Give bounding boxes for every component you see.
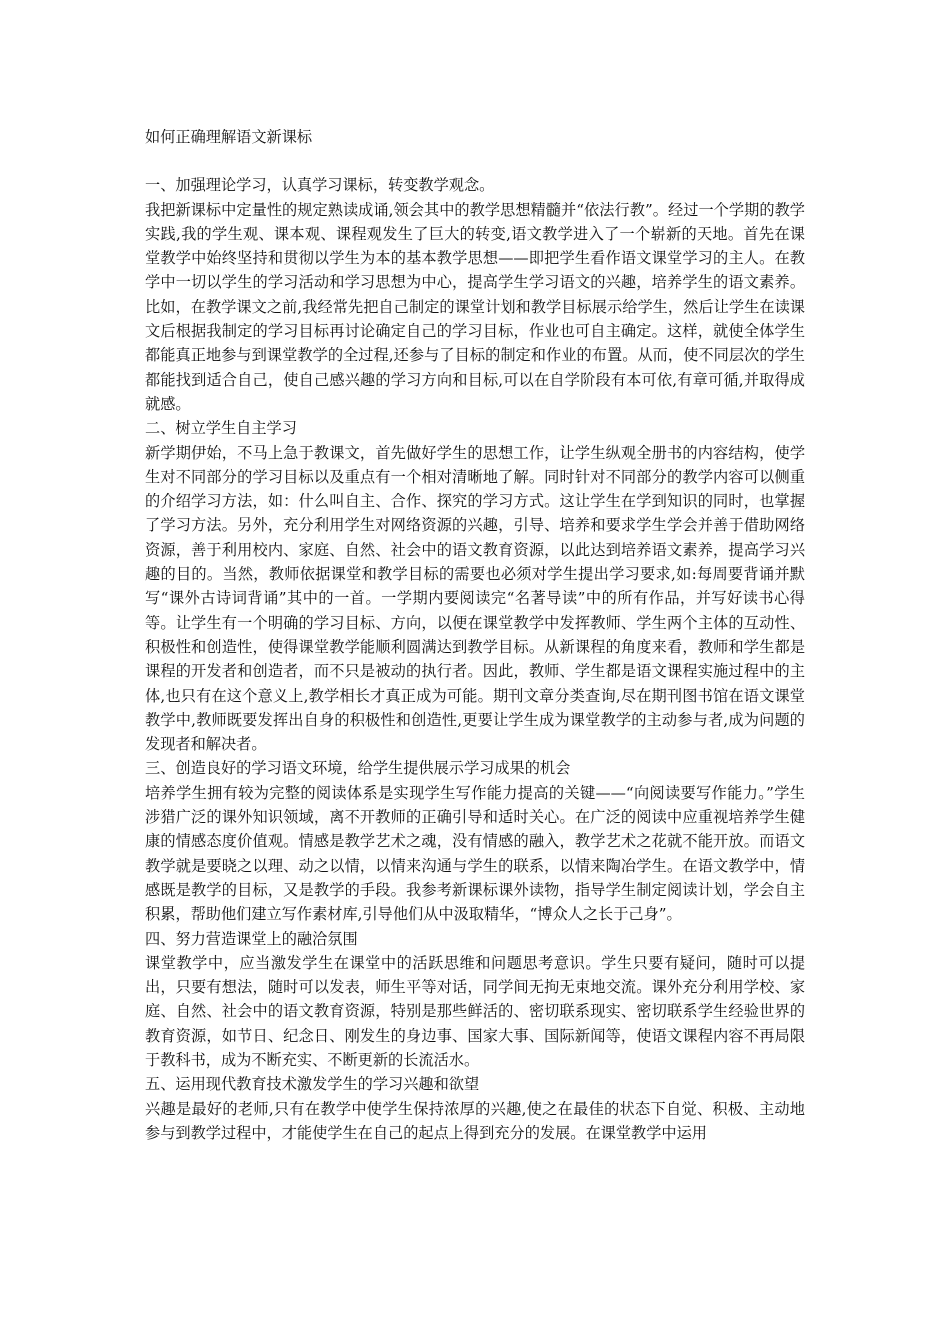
- document-page: [145, 125, 805, 1145]
- section-paragraph: 新学期伊始，不马上急于教课文，首先做好学生的思想工作，让学生纵观全册书的内容结构，使学生对不同部分的学习目标以及重点有一个相对清晰地了解。同时针对不同部分的教学内容可以侧重的介绍学习方法，如：什么叫自主、合作、探究的学习方式。这让学生在学到知识的同时，也掌握了学习方法。另外，充分利用学生对网络资源的兴趣，引导、培养和要求学生学会并善于借助网络资源，善于利用校内、家庭、自然、社会中的语文教育资源，以此达到培养语文素养，提高学习兴趣的目的。当然，教师依据课堂和教学目标的需要也必须对学生提出学习要求,如:每周要背诵并默写“课外古诗词背诵”其中的一首。一学期内要阅读完“名著导读”中的所有作品，并写好读书心得等。让学生有一个明确的学习目标、方向，以便在课堂教学中发挥教师、学生两个主体的互动性、积极性和创造性，使得课堂教学能顺利圆满达到教学目标。从新课程的角度来看，教师和学生都是课程的开发者和创造者，而不只是被动的执行者。因此，教师、学生都是语文课程实施过程中的主体,也只有在这个意义上,教学相长才真正成为可能。期刊文章分类查询,尽在期刊图书馆在语文课堂教学中,教师既要发挥出自身的积极性和创造性,更要让学生成为课堂教学的主动参与者,成为问题的发现者和解决者。: [145, 443, 805, 754]
- section-paragraph: 培养学生拥有较为完整的阅读体系是实现学生写作能力提高的关键——“向阅读要写作能力。”学生涉猎广泛的课外知识领域，离不开教师的正确引导和适时关心。在广泛的阅读中应重视培养学生健康的情感态度价值观。情感是教学艺术之魂，没有情感的融入，教学艺术之花就不能开放。而语文教学就是要晓之以理、动之以情，以情来沟通与学生的联系，以情来陶冶学生。在语文教学中，情感既是教学的目标，又是教学的手段。我参考新课标课外读物，指导学生制定阅读计划，学会自主积累，帮助他们建立写作素材库,引导他们从中汲取精华，“博众人之长于己身”。: [145, 783, 805, 924]
- section-heading: 四、努力营造课堂上的融洽氛围: [145, 929, 358, 948]
- section-5: [145, 1072, 805, 1145]
- section-paragraph: 兴趣是最好的老师,只有在教学中使学生保持浓厚的兴趣,使之在最佳的状态下自觉、积极、主动地参与到教学过程中，才能使学生在自己的起点上得到充分的发展。在课堂教学中运用: [145, 1099, 805, 1142]
- section-heading: 一、加强理论学习，认真学习课标，转变教学观念。: [145, 176, 495, 195]
- section-2: [145, 416, 805, 756]
- document-title: 如何正确理解语文新课标: [145, 128, 313, 146]
- section-heading: 二、树立学生自主学习: [145, 419, 297, 438]
- section-paragraph: 我把新课标中定量性的规定熟读成诵,领会其中的教学思想精髓并“依法行教”。经过一个学期的教学实践,我的学生观、课本观、课程观发生了巨大的转变,语文教学进入了一个崭新的天地。首先在课堂教学中始终坚持和贯彻以学生为本的基本教学思想——即把学生看作语文课堂学习的主人。在教学中一切以学生的学习活动和学习思想为中心，提高学生学习语文的兴趣，培养学生的语文素养。比如，在教学课文之前,我经常先把自己制定的课堂计划和教学目标展示给学生，然后让学生在读课文后根据我制定的学习目标再讨论确定自己的学习目标，作业也可自主确定。这样，就使全体学生都能真正地参与到课堂教学的全过程,还参与了目标的制定和作业的布置。从而，使不同层次的学生都能找到适合自己，使自己感兴趣的学习方向和目标,可以在自学阶段有本可依,有章可循,并取得成就感。: [145, 200, 805, 413]
- section-paragraph: 课堂教学中，应当激发学生在课堂中的活跃思维和问题思考意识。学生只要有疑问，随时可以提出，只要有想法，随时可以发表，师生平等对话，同学间无拘无束地交流。课外充分利用学校、家庭、自然、社会中的语文教育资源，特别是那些鲜活的、密切联系现实、密切联系学生经验世界的教育资源，如节日、纪念日、刚发生的身边事、国家大事、国际新闻等，使语文课程内容不再局限于教科书，成为不断充实、不断更新的长流活水。: [145, 953, 805, 1069]
- section-3: [145, 756, 805, 926]
- section-1: [145, 173, 805, 416]
- section-4: [145, 927, 805, 1073]
- section-heading: 三、创造良好的学习语文环境，给学生提供展示学习成果的机会: [145, 759, 571, 778]
- section-heading: 五、运用现代教育技术激发学生的学习兴趣和欲望: [145, 1075, 480, 1094]
